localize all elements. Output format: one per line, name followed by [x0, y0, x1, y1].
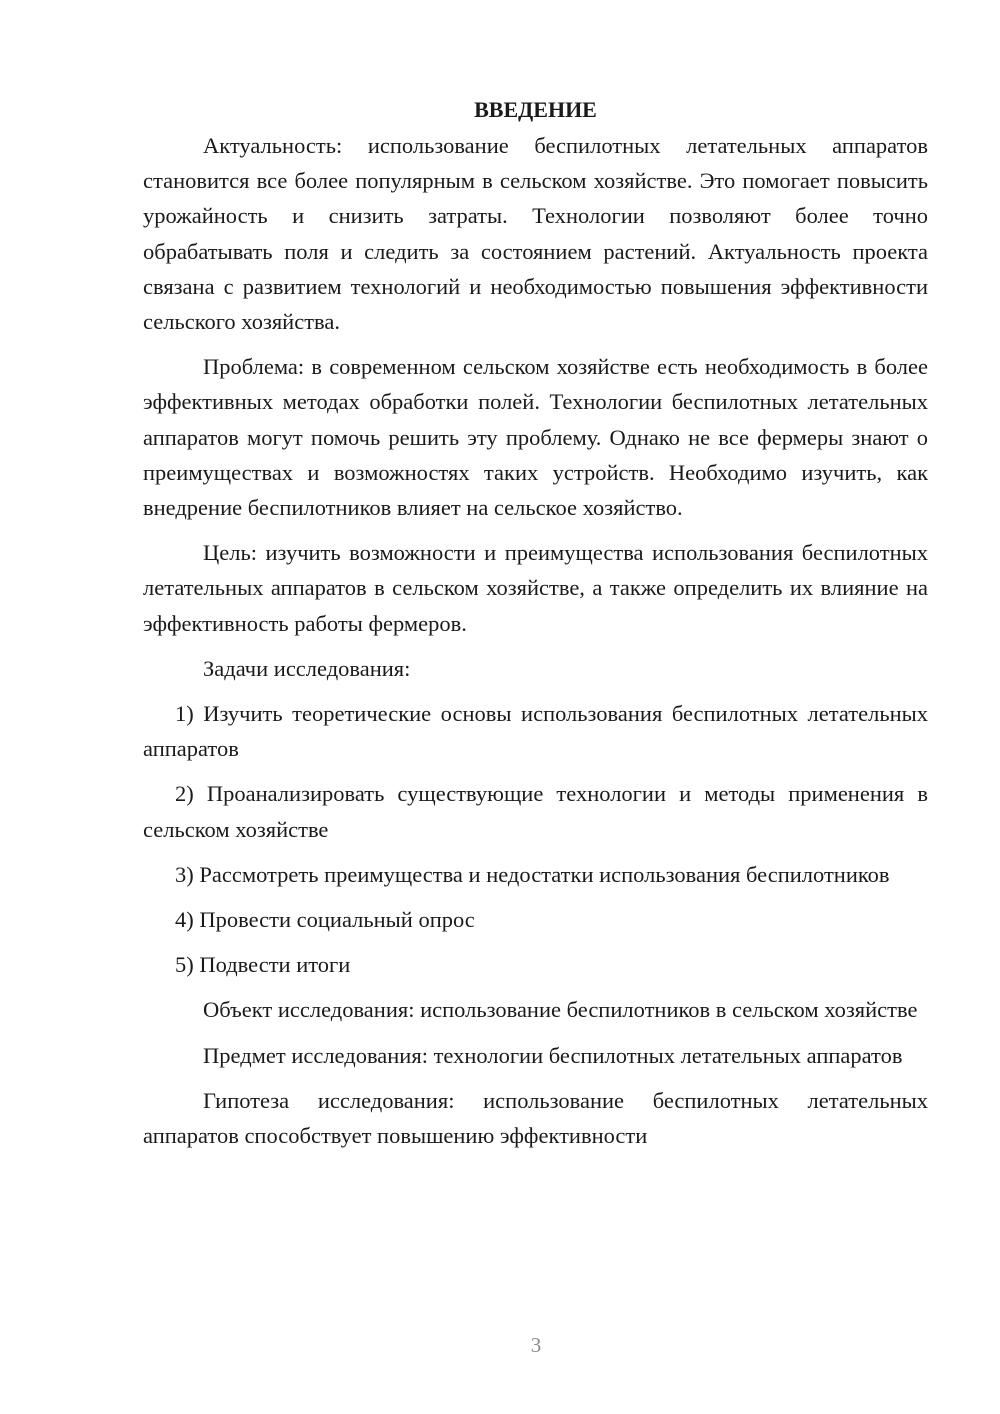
paragraph-relevance: Актуальность: использование беспилотных летательных аппаратов становится все более популярным в сельском хозяйстве. Это помогает повысить урожайность и снизить затраты. Технологии позволяют более точно обрабатывать поля и следить за состоянием растений. Актуальность проекта связана с развитием технологий и необходимостью повышения эффективности сельского хозяйства.	[143, 133, 928, 335]
task-item-4: 4) Провести социальный опрос	[175, 907, 475, 933]
section-title: ВВЕДЕНИЕ	[474, 97, 597, 122]
page-number: 3	[530, 1333, 542, 1357]
paragraph-subject: Предмет исследования: технологии беспилотных летательных аппаратов	[203, 1042, 903, 1068]
paragraph-object: Объект исследования: использование беспилотников в сельском хозяйстве	[203, 997, 918, 1023]
paragraph-hypothesis: Гипотеза исследования: использование беспилотных летательных аппаратов способствует повышению эффективности	[143, 1087, 928, 1149]
task-item-5: 5) Подвести итоги	[175, 952, 351, 978]
task-item-3: 3) Рассмотреть преимущества и недостатки использования беспилотников	[175, 861, 890, 887]
paragraph-tasks-heading: Задачи исследования:	[203, 655, 411, 681]
paragraph-problem: Проблема: в современном сельском хозяйстве есть необходимость в более эффективных методах обработки полей. Технологии беспилотных летательных аппаратов могут помочь решить эту проблему. Однако не все фермеры знают о преимуществах и возможностях таких устройств. Необходимо изучить, как внедрение беспилотников влияет на сельское хозяйство.	[143, 354, 928, 521]
paragraph-goal: Цель: изучить возможности и преимущества использования беспилотных летательных аппаратов в сельском хозяйстве, а также определить их влияние на эффективность работы фермеров.	[143, 540, 928, 636]
task-item-2: 2) Проанализировать существующие технологии и методы применения в сельском хозяйстве	[143, 781, 928, 842]
document-body	[143, 92, 928, 1163]
task-item-1: 1) Изучить теоретические основы использования беспилотных летательных аппаратов	[143, 701, 928, 762]
